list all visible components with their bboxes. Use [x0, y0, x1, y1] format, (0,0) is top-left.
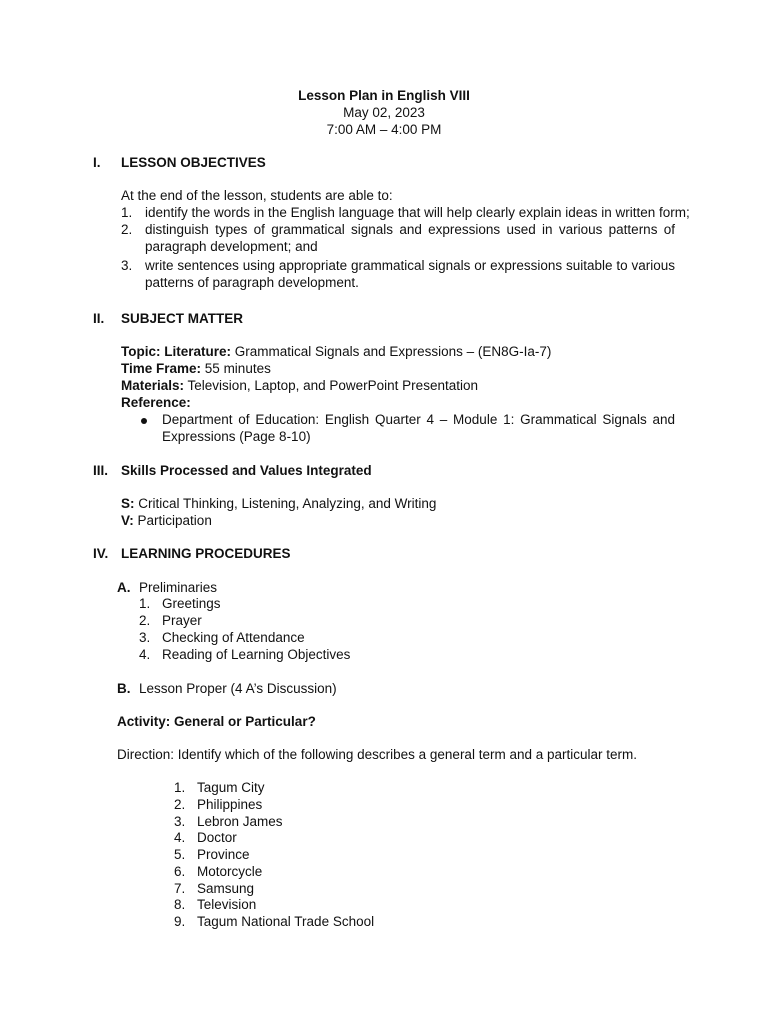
topic-label: Topic: Literature:	[121, 344, 232, 359]
preliminary-3-num: 3.	[139, 630, 151, 645]
section-i-title: LESSON OBJECTIVES	[121, 155, 266, 170]
objective-1-text: identify the words in the English language that will help clearly explain ideas in written form;	[145, 205, 690, 220]
objective-2-num: 2.	[121, 222, 133, 237]
term-9-text: Tagum National Trade School	[197, 914, 375, 929]
reference-line2: Expressions (Page 8-10)	[162, 429, 311, 444]
materials-label: Materials:	[121, 378, 185, 393]
time-frame-label: Time Frame:	[121, 361, 202, 376]
activity-direction: Direction: Identify which of the following describes a general term and a particular term.	[117, 747, 638, 762]
term-7-num: 7.	[174, 881, 186, 896]
skills-value: Critical Thinking, Listening, Analyzing, and Writing	[138, 496, 437, 511]
objective-3-line2: patterns of paragraph development.	[145, 275, 359, 290]
section-iii-title: Skills Processed and Values Integrated	[121, 463, 372, 478]
time-frame-value: 55 minutes	[204, 361, 271, 376]
section-i-numeral: I.	[93, 155, 101, 170]
preliminary-1-num: 1.	[139, 596, 151, 611]
term-5-text: Province	[197, 847, 250, 862]
preliminary-4-num: 4.	[139, 647, 151, 662]
values-value: Participation	[137, 513, 212, 528]
term-6-text: Motorcycle	[197, 864, 263, 879]
objective-2-line2: paragraph development; and	[145, 239, 318, 254]
skills-label: S:	[121, 496, 135, 511]
bullet-icon	[141, 418, 147, 424]
preliminary-1-text: Greetings	[162, 596, 221, 611]
preliminary-3-text: Checking of Attendance	[162, 630, 305, 645]
preliminary-2-num: 2.	[139, 613, 151, 628]
term-8-num: 8.	[174, 897, 186, 912]
term-4-text: Doctor	[197, 830, 237, 845]
term-9-num: 9.	[174, 914, 186, 929]
term-3-num: 3.	[174, 814, 186, 829]
term-2-num: 2.	[174, 797, 186, 812]
subsection-b-title: Lesson Proper (4 A’s Discussion)	[139, 681, 337, 696]
objective-2-line1: distinguish types of grammatical signals and expressions used in various patterns of	[145, 222, 675, 237]
term-7-text: Samsung	[197, 881, 255, 896]
term-4-num: 4.	[174, 830, 186, 845]
section-ii-title: SUBJECT MATTER	[121, 311, 244, 326]
document-title: Lesson Plan in English VIII	[298, 88, 470, 103]
materials-value: Television, Laptop, and PowerPoint Presentation	[187, 378, 478, 393]
section-iv-numeral: IV.	[93, 546, 109, 561]
reference-label: Reference:	[121, 395, 191, 410]
subsection-a-label: A.	[117, 580, 131, 595]
values-label: V:	[121, 513, 134, 528]
subsection-b-label: B.	[117, 681, 131, 696]
values-row	[121, 513, 212, 530]
objective-3-num: 3.	[121, 258, 133, 273]
objective-1-num: 1.	[121, 205, 133, 220]
term-1-num: 1.	[174, 780, 186, 795]
section-iv-title: LEARNING PROCEDURES	[121, 546, 291, 561]
preliminary-4-text: Reading of Learning Objectives	[162, 647, 351, 662]
objective-3-line1: write sentences using appropriate grammatical signals or expressions suitable to various	[145, 258, 675, 273]
term-3-text: Lebron James	[197, 814, 283, 829]
topic-value: Grammatical Signals and Expressions – (EN8G-Ia-7)	[234, 344, 552, 359]
subsection-a-title: Preliminaries	[139, 580, 218, 595]
lesson-time: 7:00 AM – 4:00 PM	[326, 122, 442, 137]
term-5-num: 5.	[174, 847, 186, 862]
section-iii-numeral: III.	[93, 463, 109, 478]
term-8-text: Television	[197, 897, 257, 912]
preliminary-2-text: Prayer	[162, 613, 202, 628]
topic-row	[121, 344, 551, 361]
reference-line1: Department of Education: English Quarter 4 – Module 1: Grammatical Signals and	[162, 412, 675, 427]
materials-row	[121, 378, 478, 395]
section-ii-numeral: II.	[93, 311, 105, 326]
term-2-text: Philippines	[197, 797, 263, 812]
activity-title: Activity: General or Particular?	[117, 714, 316, 729]
objectives-intro: At the end of the lesson, students are able to:	[121, 188, 393, 203]
skills-row	[121, 496, 436, 513]
term-6-num: 6.	[174, 864, 186, 879]
time-frame-row	[121, 361, 271, 378]
term-1-text: Tagum City	[197, 780, 265, 795]
lesson-date: May 02, 2023	[343, 105, 425, 120]
